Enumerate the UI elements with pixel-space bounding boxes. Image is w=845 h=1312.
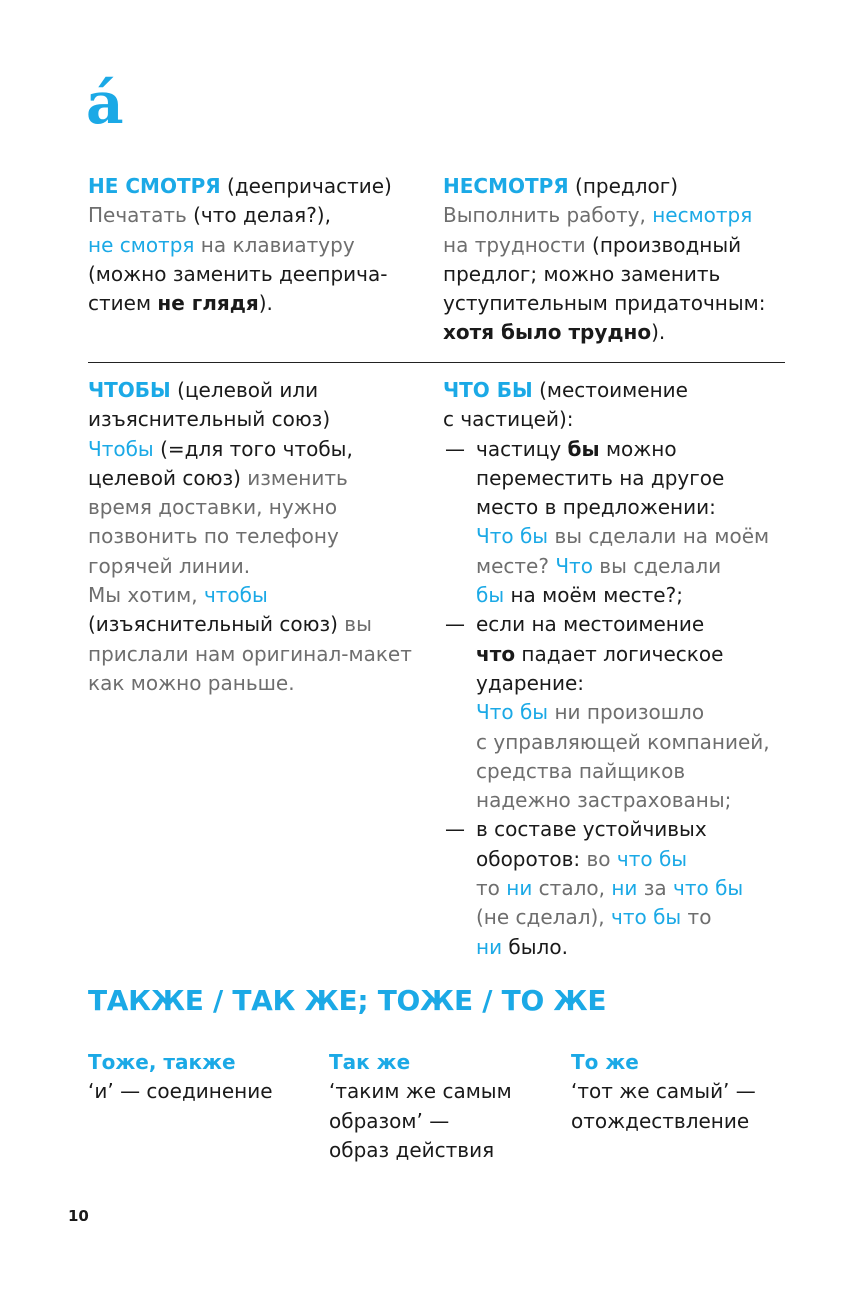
section-title: ТАКЖЕ / ТАК ЖЕ; ТОЖЕ / ТО ЖЕ bbox=[88, 984, 607, 1017]
dash-bullet: — bbox=[445, 612, 465, 637]
term-heading: ЧТО БЫ bbox=[443, 378, 533, 402]
term-tak-zhe bbox=[329, 1048, 554, 1165]
term-definition: образ действия bbox=[329, 1137, 495, 1162]
term-heading: НЕСМОТРЯ bbox=[443, 174, 569, 198]
list-item: — если на местоимение что падает логическое ударение: Что бы ни произошло с управляющей компанией, средства пайщиков надежно застрахованы; bbox=[445, 612, 770, 813]
term-definition: ‘таким же самым bbox=[329, 1079, 512, 1104]
entry-chtoby: ЧТОБЫ (целевой или изъяснительный союз) Чтобы (=для того чтобы, целевой союз) изменить время доставки, нужно позвонить по телефону горячей линии. Мы хотим, чтобы (изъяснительный союз) вы прислали нам оригинал-макет как можно раньше. bbox=[88, 378, 412, 695]
entry-chto-by: ЧТО БЫ (местоимение с частицей): — частицу бы можно переместить на другое место в предложении: Что бы вы сделали на моём месте? Что вы сделали бы на моём месте?; — если на местоимение что падает логическое ударение: Что бы ни произошло с управляющей компанией, средства пайщиков надежно застрахованы; — в составе устойчивых оборотов: во что бы то ни стало, ни за что бы (не сделал), что бы то ни было. bbox=[443, 376, 793, 962]
term-name: То же bbox=[571, 1050, 639, 1074]
term-tozhe-takzhe bbox=[88, 1048, 313, 1107]
page-number: 10 bbox=[68, 1207, 89, 1225]
section-divider bbox=[88, 362, 785, 363]
term-definition: отождествление bbox=[571, 1108, 750, 1133]
entry-ne-smotrya: НЕ СМОТРЯ (деепричастие) Печатать (что делая?), не смотря на клавиатуру (можно заменить дееприча- стием не глядя). bbox=[88, 172, 428, 318]
term-heading: ЧТОБЫ bbox=[88, 378, 171, 402]
entry-heading: НЕСМОТРЯ (предлог) bbox=[443, 174, 679, 198]
list-item: — частицу бы можно переместить на другое место в предложении: Что бы вы сделали на моём месте? Что вы сделали бы на моём месте?; bbox=[445, 436, 770, 608]
entry-nesmotrya: НЕСМОТРЯ (предлог) Выполнить работу, несмотря на трудности (производный предлог; можно заменить уступительным придаточным: хотя было трудно). bbox=[443, 172, 783, 348]
term-definition: образом’ — bbox=[329, 1108, 450, 1133]
term-name: Тоже, также bbox=[88, 1050, 236, 1074]
usage-list bbox=[443, 435, 793, 962]
term-definition: ‘и’ — соединение bbox=[88, 1079, 273, 1104]
publisher-logo: á bbox=[86, 69, 124, 137]
dash-bullet: — bbox=[445, 817, 465, 842]
term-name: Так же bbox=[329, 1050, 411, 1074]
entry-heading: НЕ СМОТРЯ (деепричастие) bbox=[88, 174, 392, 198]
term-definition: ‘тот же самый’ — bbox=[571, 1079, 756, 1104]
dash-bullet: — bbox=[445, 436, 465, 461]
term-to-zhe bbox=[571, 1048, 801, 1136]
term-heading: НЕ СМОТРЯ bbox=[88, 174, 221, 198]
list-item: — в составе устойчивых оборотов: во что бы то ни стало, ни за что бы (не сделал), что бы то ни было. bbox=[445, 817, 744, 959]
